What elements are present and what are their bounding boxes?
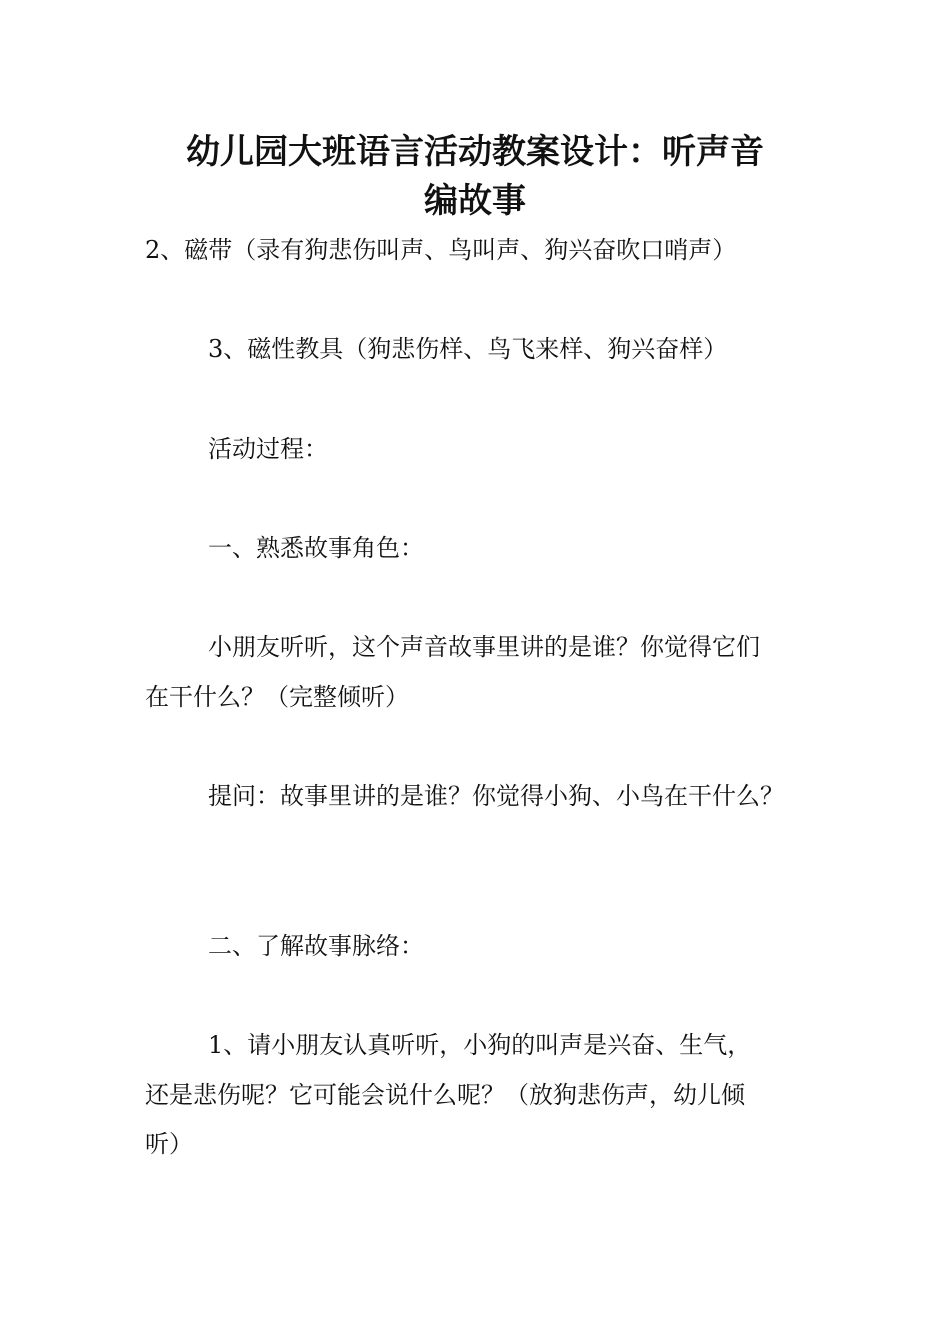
paragraph-question: 提问：故事里讲的是谁？你觉得小狗、小鸟在干什么？: [208, 782, 784, 810]
section-heading-step-two: 二、了解故事脉络：: [208, 932, 424, 960]
materials-item-magnetic-aids: 3、磁性教具（狗悲伤样、鸟飞来样、狗兴奋样）: [208, 335, 728, 363]
paragraph-listen-line-1: 小朋友听听，这个声音故事里讲的是谁？你觉得它们: [208, 633, 760, 661]
document-title-line-1: 幼儿园大班语言活动教案设计：听声音: [186, 132, 764, 172]
paragraph-step-two-line-1: 1、请小朋友认真听听，小狗的叫声是兴奋、生气，: [208, 1031, 752, 1059]
section-heading-process: 活动过程：: [208, 435, 328, 463]
paragraph-step-two-line-2: 还是悲伤呢？它可能会说什么呢？（放狗悲伤声，幼儿倾: [145, 1081, 745, 1109]
document-title-line-2: 编故事: [424, 181, 526, 221]
paragraph-step-two-line-3: 听）: [145, 1130, 193, 1158]
paragraph-listen-line-2: 在干什么？（完整倾听）: [145, 683, 409, 711]
section-heading-step-one: 一、熟悉故事角色：: [208, 534, 424, 562]
materials-item-tape: 2、磁带（录有狗悲伤叫声、鸟叫声、狗兴奋吹口哨声）: [145, 236, 737, 264]
